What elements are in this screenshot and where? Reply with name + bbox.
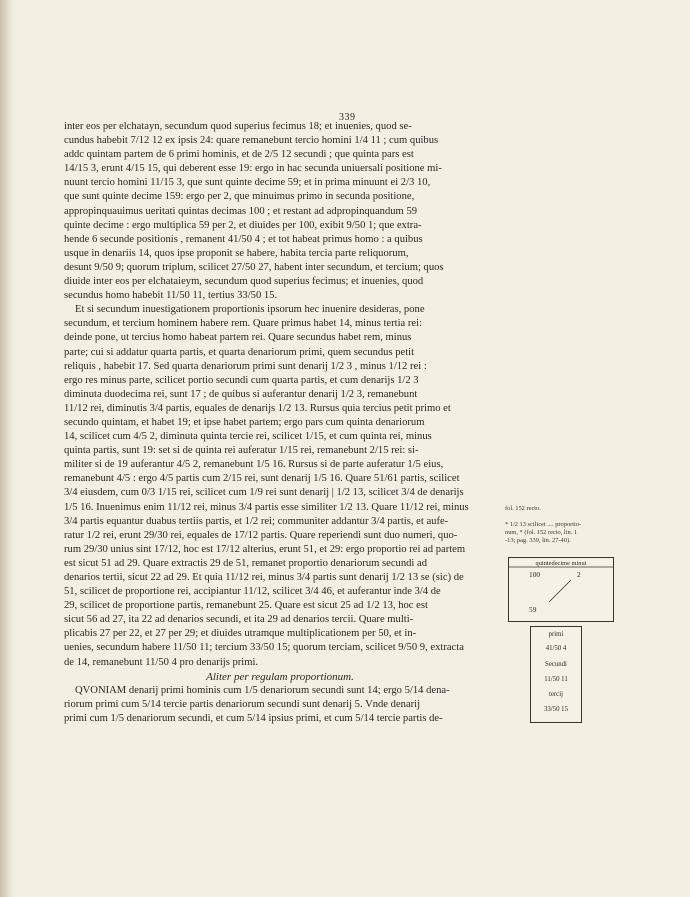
text-line: 14, scilicet cum 4/5 2, diminuta quinta tercie rei, scilicet 1/15, et cum quinta rei, minus — [64, 431, 432, 443]
text-line: diminuta duodecima rei, sunt 17 ; de quibus si auferantur denarij 1/2 3, remanebunt — [64, 388, 418, 400]
text-line: diuide inter eos per elchataieym, secundum quod superius fecimus; et inuenies, quod — [64, 276, 424, 288]
text-line: denarios tertii, sicut 22 ad 29. Et quia 11/12 rei, minus 3/4 partis sunt denarij 1/2 13 se (sic) de — [64, 572, 464, 583]
fraction-box-value-primi: 41/50 4 — [545, 645, 567, 652]
text-line: secundus homo habebit 11/50 11, tertius 33/50 15. — [64, 290, 278, 302]
text-line: appropinquauimus ueritati quintas decimas 100 ; et restant ad adpropinquandum 59 — [64, 205, 418, 217]
page-edge-shadow — [0, 0, 14, 897]
text-line: rum 29/30 unius sint 17/12, hoc est 17/12 alterius, erunt 51, et 29: ergo proportio rei ad partem — [64, 543, 466, 555]
margin-note-line: * 1/2 13 scilicet .... proportio- — [505, 521, 582, 528]
text-line: addc quintam partem de 6 primi hominis, et de 2/5 12 secundi ; que quinta pars est — [64, 149, 414, 161]
fraction-box-value-secundi: 11/50 11 — [544, 676, 568, 683]
text-line: ratur 1/2 rei, erunt 29/30 rei, equales de 17/12 partis. Quare reperiendi sunt duo numeri, quo- — [64, 529, 458, 541]
text-line: Et si secundum inuestigationem proportionis ipsorum hec inuenire desideras, pone — [75, 304, 425, 316]
margin-note-line: num, * (fol. 152 recto, lin. 1 — [505, 529, 578, 536]
text-line: quinta partis, sunt 19: set si de quinta rei auferatur 1/15 rei, remanebunt 2/15 rei: si- — [64, 445, 419, 457]
text-line: est sicut 51 ad 29. Quare extractis 29 de 51, remanet proportio denariorum secundi ad — [64, 557, 428, 569]
text-line: plicabis 27 per 22, et 27 per 29; et diuides utramque multiplicationem per 50, et in- — [64, 628, 417, 640]
section-heading: Aliter per regulam proportionum. — [206, 670, 354, 683]
text-line: 3/4 eiusdem, cum 0/3 1/15 rei, scilicet cum 1/9 rei sunt denarij | 1/2 13, scilicet 3/4 de denarijs — [64, 487, 464, 499]
fraction-box-value-tercij: 33/50 15 — [544, 706, 568, 713]
text-body — [64, 120, 496, 726]
diagram-right-value: 2 — [577, 570, 581, 579]
margin-note-line: -13; pag. 339, lin. 27-40). — [505, 537, 571, 544]
fraction-box-label-tercij: tercij — [549, 691, 563, 698]
fraction-box — [530, 626, 582, 723]
margin-note-folio: fol. 152 recto. — [505, 505, 541, 512]
diagram-left-value: 100 — [529, 570, 541, 579]
text-line: ergo res minus parte, scilicet portio secundi cum quarta partis, et cum denarijs 1/2 3 — [64, 374, 419, 386]
text-line: deinde pone, ut tercius homo habeat partem rei. Quare secundus habet rem, minus — [64, 332, 412, 344]
text-line: secundo quintam, et habet 19; et ipse habet partem; ergo pars cum quinta denariorum — [64, 416, 425, 428]
diagram-bottom-value: 59 — [529, 605, 537, 614]
text-line: hende 6 secunde positionis , remanent 41/50 4 ; et tot habeat primus homo : a quibus — [64, 233, 423, 245]
page-number: 339 — [339, 112, 356, 123]
margin-note-reference — [505, 521, 581, 545]
text-line: 14/15 3, erunt 4/15 15, qui deberent esse 19: ergo in hac secunda uniuersali positione mi- — [64, 163, 442, 175]
diagram-lines — [509, 558, 613, 621]
text-line: 3/4 partis equantur duabus tertiis partis, et 1/2 rei; communiter addantur 3/4 partis, et aufe- — [64, 515, 449, 527]
text-line: de 14, remanebunt 11/50 4 pro denarijs primi. — [64, 656, 259, 668]
text-line: desunt 9/50 9; quorum triplum, scilicet 27/50 27, habent inter secundum, et tercium; quos — [64, 261, 444, 273]
text-line: parte; cui si addatur quarta partis, et quarta denariorum primi, quem secundus petit — [64, 346, 415, 358]
text-line: inter eos per elchatayn, secundum quod superius fecimus 18; et inuenies, quod se- — [64, 121, 412, 132]
text-line: riorum primi cum 5/14 tercie partis denariorum secundi sunt denarij 5. Vnde denarij — [64, 698, 421, 710]
text-line: que sunt quinte decime 159: ergo per 2, que minuimus primo in secunda positione, — [64, 191, 415, 203]
text-line: 11/12 rei, diminutis 3/4 partis, equales de denarijs 1/2 13. Rursus quia tercius petit primo et — [64, 402, 451, 414]
text-line: nuunt tercio homini 11/15 3, que sunt quinte decime 59; et in prima minuunt ei 2/3 10, — [64, 177, 431, 189]
fraction-box-label-primi: primi — [548, 631, 564, 638]
text-line: militer si de 19 auferantur 4/5 2, remanebunt 1/5 16. Rursus si de parte auferatur 1/5 eius, — [64, 459, 444, 471]
margin-diagram — [508, 557, 614, 622]
text-line: 29, scilicet de proportione partis, remanebunt 25. Quare est sicut 25 ad 1/2 13, hoc est — [64, 600, 428, 612]
text-line: secundum, et tercium hominem habere rem. Quare primus habet 14, minus tertia rei: — [64, 318, 423, 330]
text-line: remanebunt 4/5 : ergo 4/5 partis cum 2/15 rei, sunt denarij 1/5 16. Quare 51/61 partis, scilicet — [64, 473, 460, 485]
text-line: sicut 56 ad 27, ita 22 ad denarios secundi, et ita 29 ad denarios tercii. Quare multi- — [64, 614, 414, 626]
text-line: reliquis , habebit 17. Sed quarta denariorum primi sunt denarij 1/2 3 , minus 1/12 rei : — [64, 360, 427, 372]
text-line: 1/5 16. Inuenimus enim 11/12 rei, minus 3/4 partis esse similiter 1/2 13. Quare 11/12 rei, minus — [64, 501, 469, 513]
fraction-box-label-secundi: Secundi — [545, 661, 567, 668]
text-line: uenies, secundum habere 11/50 11; tercium 33/50 15; quorum terciam, scilicet 9/50 9, extracta — [64, 642, 464, 654]
text-line: QVONIAM denarij primi hominis cum 1/5 denariorum secundi sunt 14; ergo 5/14 dena- — [75, 684, 450, 696]
text-line: quinte decime : ergo multiplica 59 per 2, et diuides per 100, exibit 9/50 1; que extra- — [64, 219, 422, 231]
diagram-title: quintedecime minui — [535, 560, 587, 567]
text-line: cundus habebit 7/12 12 ex ipsis 24: quare remanebunt tercio homini 1/4 11 ; cum quibus — [64, 135, 439, 147]
text-line: primi cum 1/5 denariorum secundi, et cum 5/14 ipsius primi, et cum 5/14 tercie partis de- — [64, 712, 443, 724]
text-line: 51, scilicet de proportione rei, accipiantur 11/12, scilicet 3/4 46, et auferantur inde 3/4 de — [64, 586, 441, 598]
text-line: usque in denariis 14, quos ipse proponit se habere, habita tercia parte reliquorum, — [64, 247, 409, 259]
diagram-diagonal — [549, 580, 571, 602]
